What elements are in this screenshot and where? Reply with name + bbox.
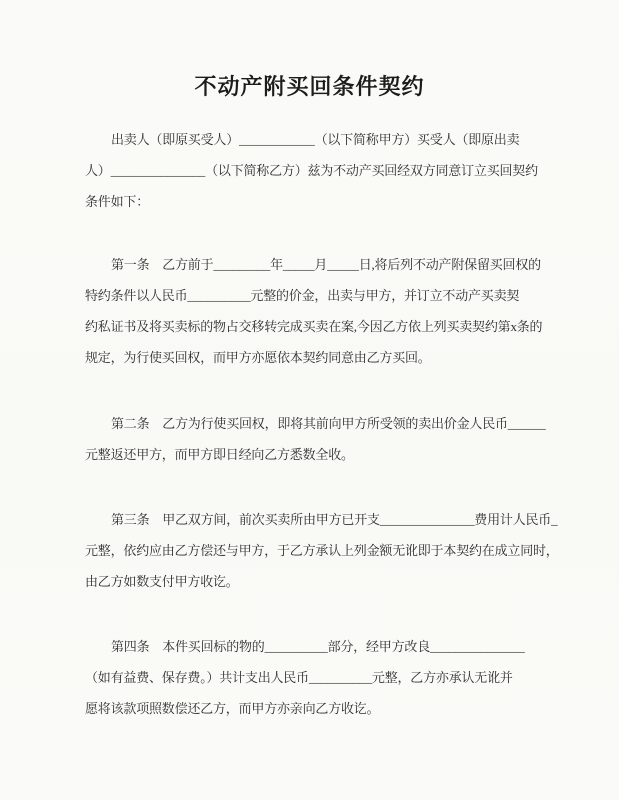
article-4-paragraph: [85, 631, 555, 724]
text-line: 由乙方如数支付甲方收讫。: [85, 574, 239, 589]
document-title: 不动产附买回条件契约: [194, 74, 425, 99]
text-line: 第二条 乙方为行使买回权，即将其前向甲方所受领的卖出价金人民币______: [111, 416, 546, 431]
text-line: 愿将该款项照数偿还乙方，而甲方亦亲向乙方收讫。: [85, 701, 380, 716]
text-line: 第四条 本件买回标的物的__________部分，经甲方改良_______________: [111, 639, 525, 654]
text-line: 第三条 甲乙双方间，前次买卖所由甲方已开支_______________费用计人民币_: [111, 512, 558, 527]
text-line: 出卖人（即原买受人）____________（以下简称甲方）买受人（即原出卖: [111, 132, 520, 147]
intro-paragraph: [85, 124, 555, 217]
text-line: 第一条 乙方前于_________年_____月_____日,将后列不动产附保留买回权的: [111, 257, 541, 272]
text-line: 条件如下：: [85, 194, 150, 209]
text-line: 约私证书及将买卖标的物占交移转完成买卖在案,今因乙方依上列买卖契约第x条的: [85, 319, 543, 334]
article-1-paragraph: [85, 249, 555, 373]
text-line: 元整，依约应由乙方偿还与甲方，于乙方承认上列金额无讹即于本契约在成立同时，: [85, 543, 559, 558]
text-line: 人）_______________（以下简称乙方）兹为不动产买回经双方同意订立买回契约: [85, 163, 538, 178]
text-line: 元整返还甲方，而甲方即日经向乙方悉数全收。: [85, 447, 354, 462]
article-2-paragraph: [85, 408, 555, 470]
article-3-paragraph: [85, 504, 559, 597]
text-line: （如有益费、保存费。）共计支出人民币__________元整，乙方亦承认无讹并: [85, 670, 513, 685]
text-line: 规定，为行使买回权，而甲方亦愿依本契约同意由乙方买回。: [85, 350, 431, 365]
text-line: 特约条件以人民币__________元整的价金，出卖与甲方，并订立不动产买卖契: [85, 288, 520, 303]
